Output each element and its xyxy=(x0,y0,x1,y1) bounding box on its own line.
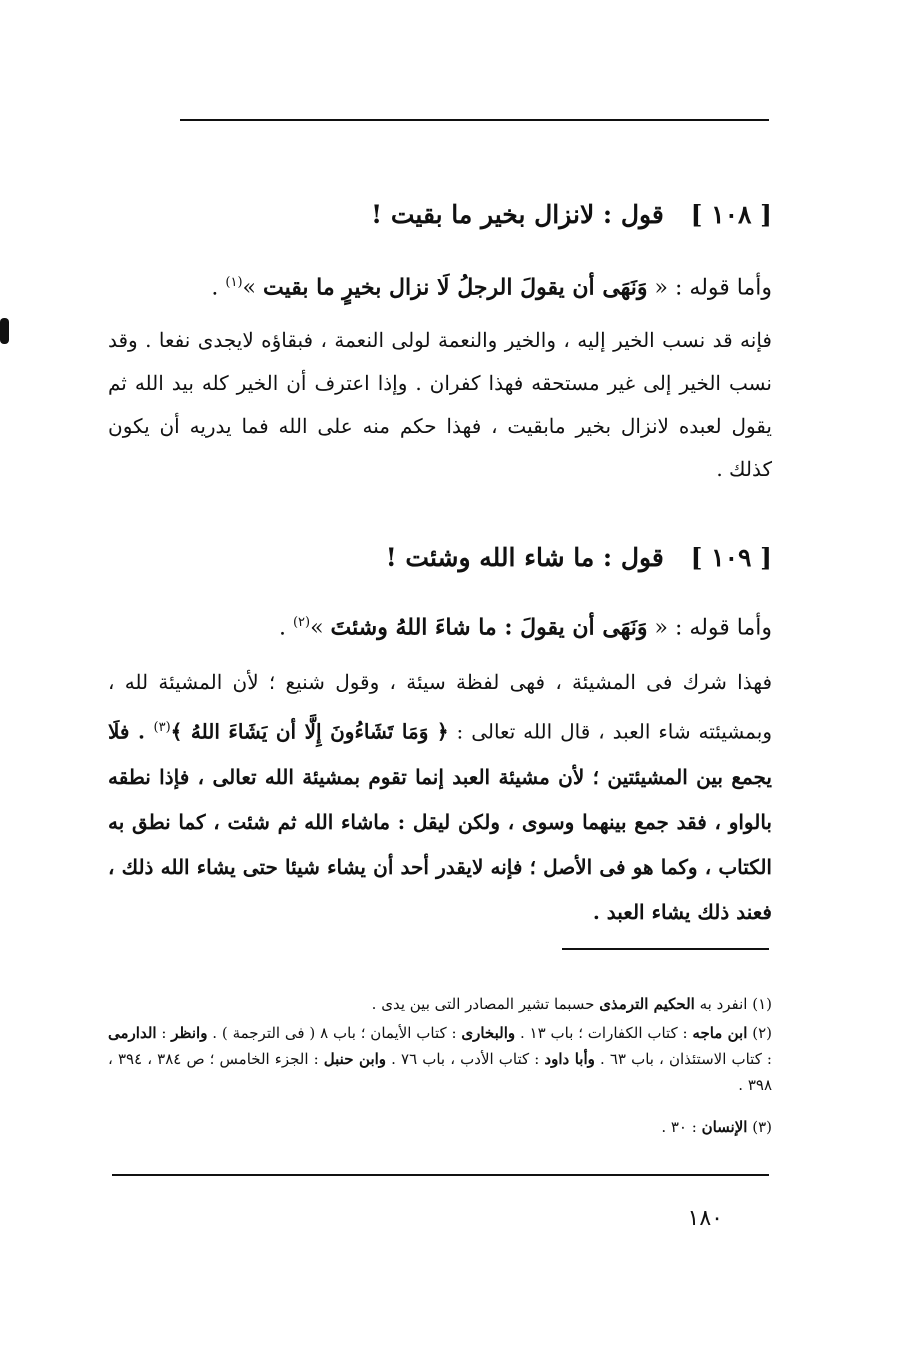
fn2-l: وابن حنبل xyxy=(323,1050,387,1068)
lead-prefix: وأما قوله : « xyxy=(647,275,772,301)
fn1-pre: (١) انفرد به xyxy=(694,995,772,1013)
section-109-body xyxy=(108,660,772,935)
section-108-title: قول : لانزال بخير ما بقيت ! xyxy=(371,200,664,229)
fn2-i: : كتاب الاستئذان ، باب ٦٣ . xyxy=(594,1050,772,1068)
lead-close: » xyxy=(242,275,263,301)
section-108-lead xyxy=(108,265,772,306)
footnote-2 xyxy=(108,1020,772,1098)
fn2-k: : كتاب الأدب ، باب ٧٦ . xyxy=(386,1050,545,1068)
section-109-lead xyxy=(108,605,772,646)
fn2-d: والبخارى xyxy=(461,1024,516,1042)
top-rule xyxy=(180,119,769,121)
body-bold: . فلَا يجمع بين المشيئتين ؛ لأن مشيئة العبد إنما تقوم بمشيئة الله تعالى ، فإذا نطقه بالواو ، فقد جمع بينهما وسوى ، ولكن ليقل : ماشاء الله ثم شئت ، كما نطق به الكتاب ، وكما هو فى الأصل ؛ فإنه لايقدر أحد أن يشاء شيئا حتى يشاء الله ذلك ، فعند ذلك يشاء العبد . xyxy=(108,719,772,924)
fn2-j: وأبا داود xyxy=(544,1050,595,1068)
footnote-1 xyxy=(108,991,772,1017)
lead-end: . xyxy=(278,615,293,641)
fn2-c: : كتاب الكفارات ؛ باب ١٣ . xyxy=(515,1024,693,1042)
bottom-rule xyxy=(112,1174,769,1176)
section-109-heading xyxy=(108,538,772,578)
margin-mark xyxy=(0,318,9,344)
section-109-number: [ ١٠٩ ] xyxy=(690,543,772,572)
section-109-title: قول : ما شاء الله وشئت ! xyxy=(385,543,664,572)
fn3-post: : ٣٠ . xyxy=(661,1118,702,1136)
footnote-3 xyxy=(108,1114,772,1140)
lead-close: » xyxy=(310,615,331,641)
fn2-e: : كتاب الأيمان ؛ باب ٨ ( فى الترجمة ) . xyxy=(207,1024,462,1042)
footnote-ref-3: (٣) xyxy=(153,720,171,735)
footnote-ref-1: (١) xyxy=(225,275,243,290)
fn1-bold: الحكيم الترمذى xyxy=(599,995,695,1013)
fn2-b: ابن ماجه xyxy=(692,1024,748,1042)
footnote-rule xyxy=(562,948,769,950)
hadith-quote: وَنَهَى أن يقولَ الرجلُ لَا نزال بخيرٍ ما بقيت xyxy=(262,274,648,301)
fn2-m: : الجزء الخامس ؛ ص ٣٨٤ ، ٣٩٤ ، ٣٩٨ . xyxy=(108,1050,772,1094)
hadith-quote: وَنَهَى أن يقولَ : ما شاءَ اللهُ وشئتَ xyxy=(330,614,648,641)
fn3-bold: الإنسان xyxy=(701,1118,748,1136)
page-number: ١٨٠ xyxy=(687,1206,723,1231)
fn3-pre: (٣) xyxy=(747,1118,772,1136)
lead-end: . xyxy=(211,275,226,301)
section-108-body: فإنه قد نسب الخير إليه ، والخير والنعمة لولى النعمة ، فبقاؤه لايجدى نفعا . وقد نسب الخير إلى غير مستحقه فهذا كفران . وإذا اعترف أن الخير كله بيد الله ثم يقول لعبده لانزال بخير مابقيت ، فهذا حكم منه على الله فما يدريه أن يكون كذلك . xyxy=(108,328,772,481)
section-108-heading xyxy=(108,195,772,235)
footnote-ref-2: (٢) xyxy=(292,615,311,630)
fn2-f: وانظر xyxy=(171,1024,208,1042)
fn2-a: (٢) xyxy=(747,1024,772,1042)
section-108-number: [ ١٠٨ ] xyxy=(690,200,772,229)
body-plain: فهذا شرك فى المشيئة ، فهى لفظة سيئة ، وقول شنيع ؛ لأن المشيئة لله ، وبمشيئته شاء العبد ، قال الله تعالى : xyxy=(108,670,772,744)
fn1-post: حسبما تشير المصادر التى بين يدى . xyxy=(371,995,600,1013)
fn2-g: : xyxy=(156,1024,172,1042)
lead-prefix: وأما قوله : « xyxy=(647,615,772,641)
fn2-h: الدارمى xyxy=(108,1024,157,1042)
quran-verse: ﴿ وَمَا تَشَاءُونَ إِلَّا أن يَشَاءَ اللهُ ﴾ xyxy=(170,719,449,744)
